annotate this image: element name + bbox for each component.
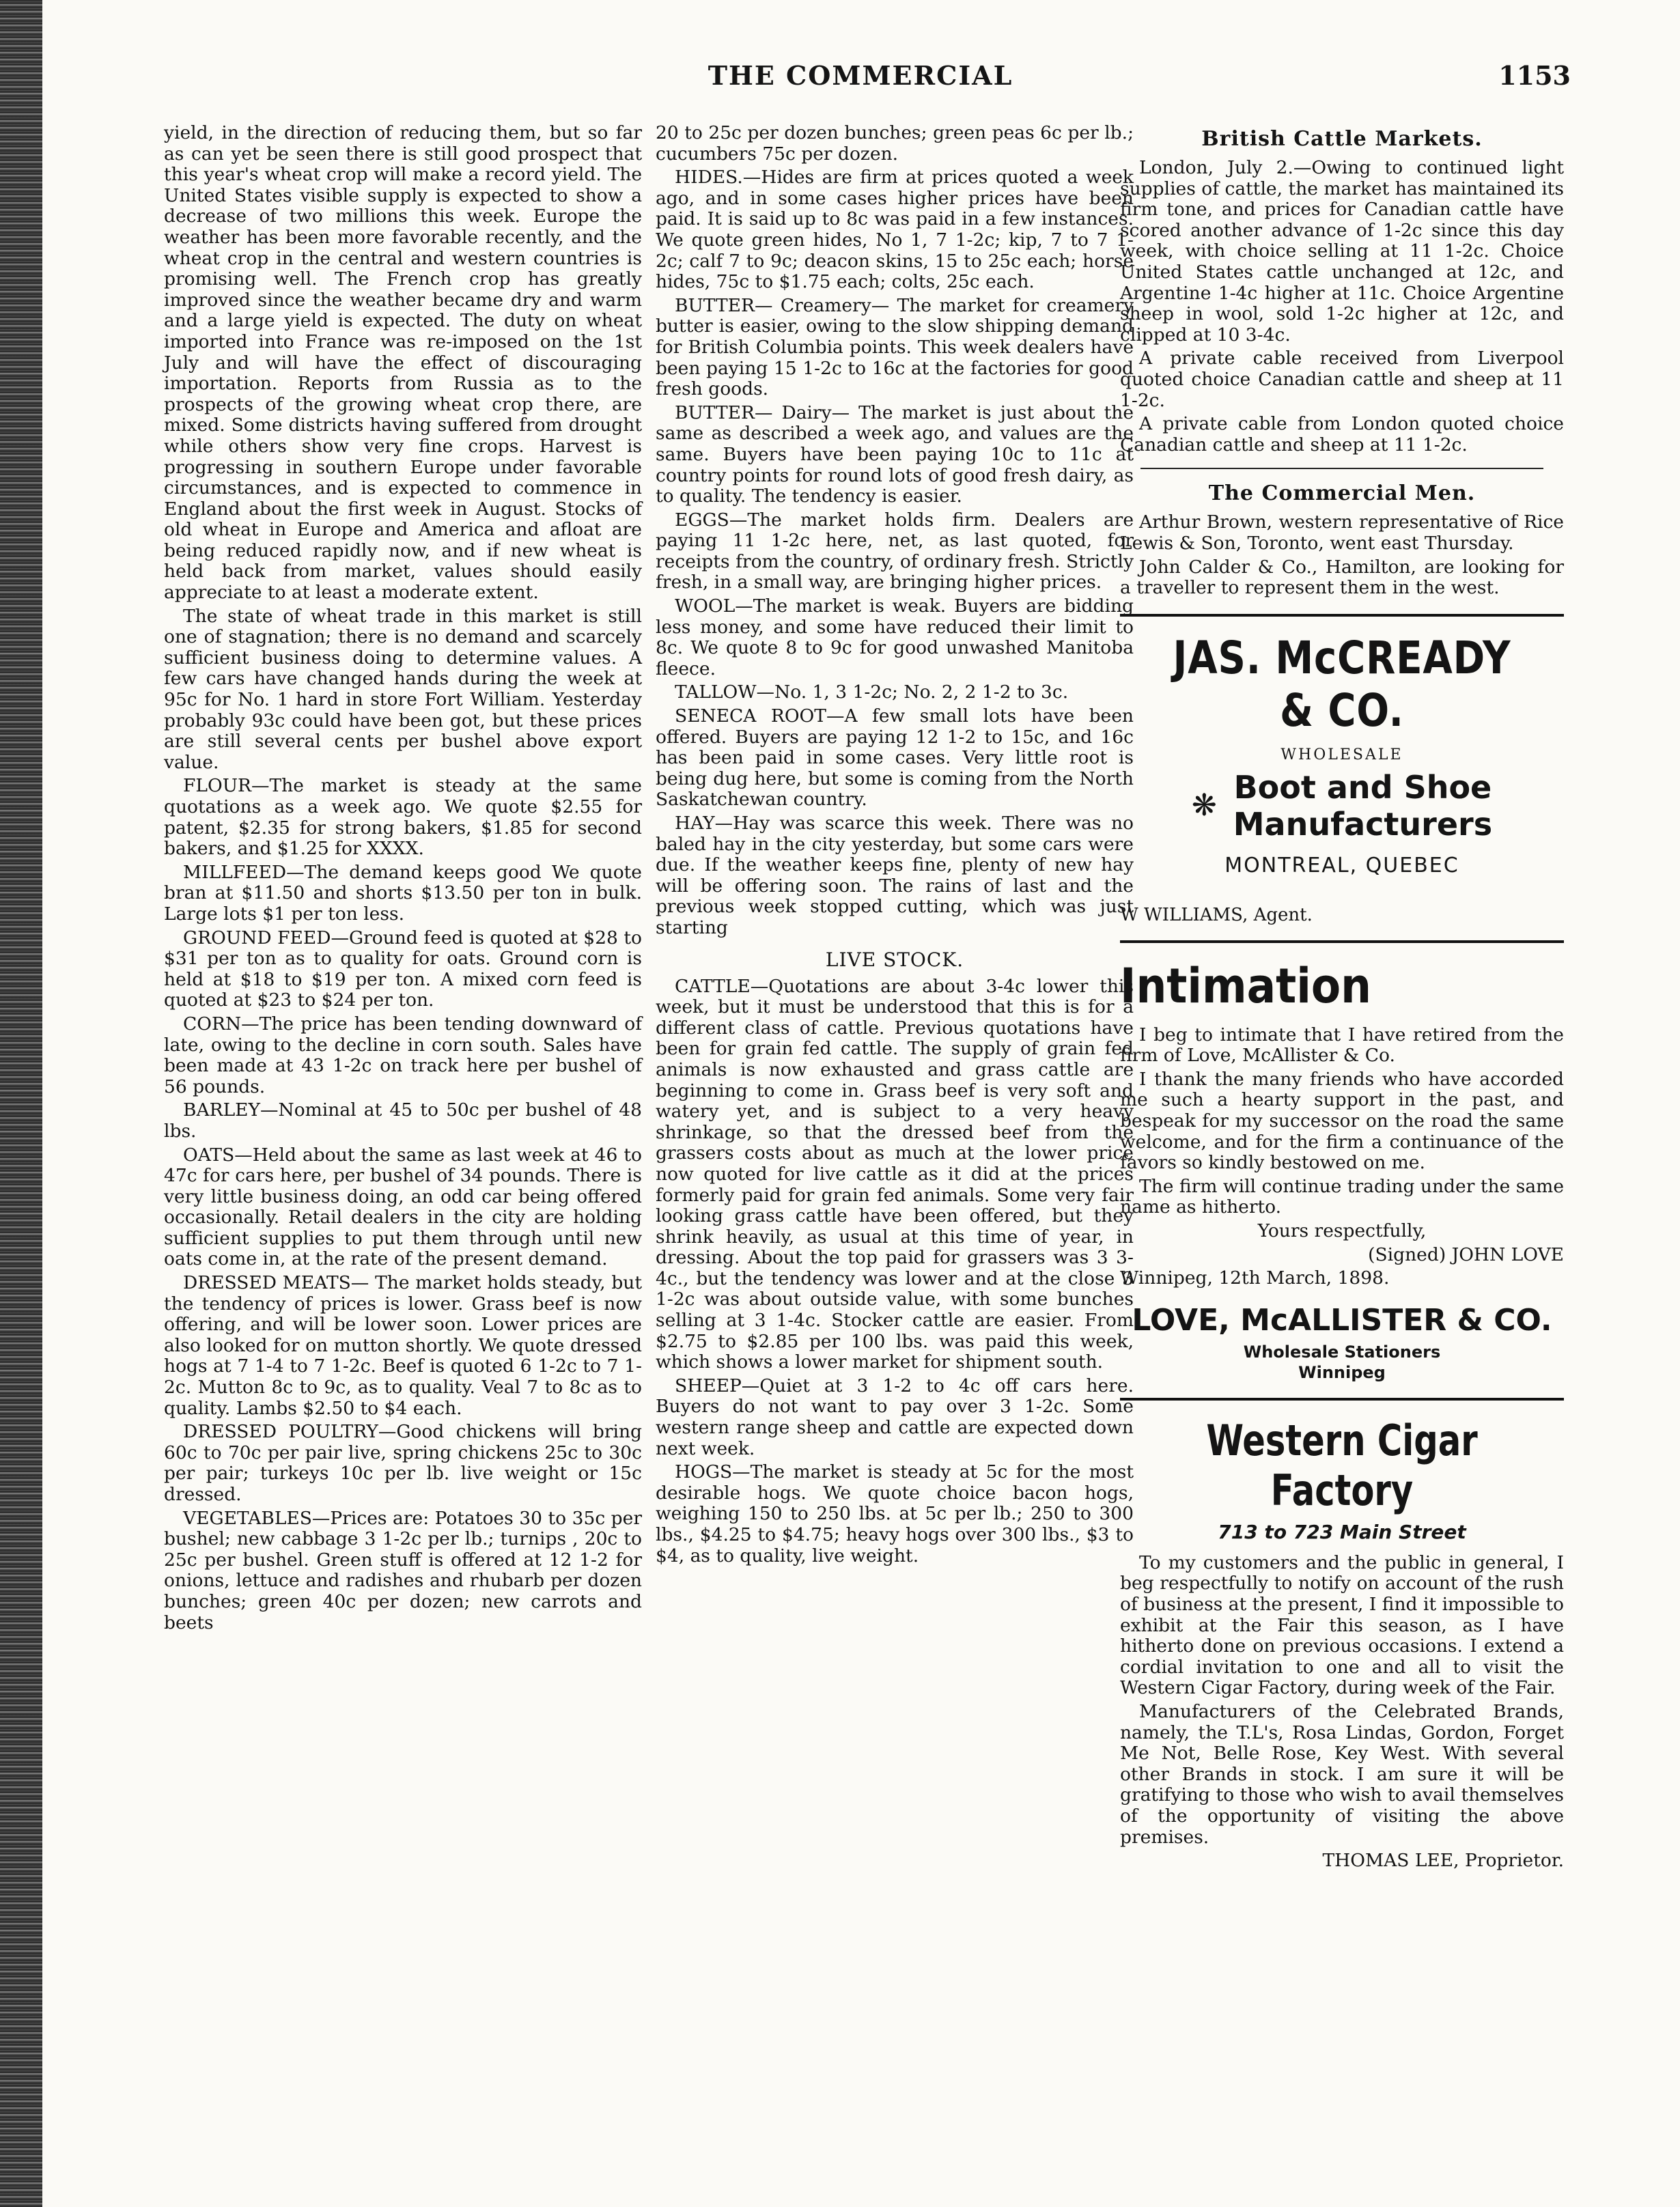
ad-product-line: Manufacturers <box>1233 805 1493 843</box>
advertiser-name: Western Cigar Factory <box>1206 1415 1478 1515</box>
advertisement-western-cigar <box>1120 1416 1564 1872</box>
ad-product <box>1233 769 1492 843</box>
market-item-hides: HIDES.—Hides are firm at prices quoted a week ago, and in some cases higher prices have been paid. It is said up to 8c was paid in a few instances. We quote green hides, No 1, 7 1-2c; kip, 7 to 7 1-2c; calf 7 to 9c; deacon skins, 15 to 25c each; horse hides, 75c to $1.75 each; colts, 25c each. <box>656 167 1134 293</box>
article-paragraph: Arthur Brown, western representative of Rice Lewis & Son, Toronto, went east Thursday. <box>1120 511 1564 554</box>
section-heading-live-stock: LIVE STOCK. <box>825 948 964 971</box>
article-paragraph: The firm will continue trading under the same name as hitherto. <box>1120 1175 1564 1218</box>
page-number: 1153 <box>1498 60 1571 91</box>
market-item-vegetables: VEGETABLES—Prices are: Potatoes 30 to 35c per bushel; new cabbage 3 1-2c per lb.; turnips , 20c to 25c per bushel. Green stuff is offered at 12 1-2 for onions, lettuce and radishes and rhubarb per dozen bunches; green 40c per dozen; new carrots and beets <box>164 1507 642 1633</box>
ad-city: MONTREAL, QUEBEC <box>1224 853 1459 877</box>
article-paragraph: Manufacturers of the Celebrated Brands, namely, the T.L's, Rosa Lindas, Gordon, Forget Me Not, Belle Rose, Key West. With several other Brands in stock. I am sure it will be gratifying to those who wish to avail themselves of the opportunity of visiting the above premises. <box>1120 1700 1564 1848</box>
divider <box>1140 468 1543 469</box>
market-item-sheep: SHEEP—Quiet at 3 1-2 to 4c off cars here. Buyers do not want to pay over 3 1-2c. Some western range sheep and cattle are expected down next week. <box>656 1375 1134 1459</box>
article-paragraph: John Calder & Co., Hamilton, are looking for a traveller to represent them in the west. <box>1120 556 1564 599</box>
article-paragraph: To my customers and the public in general, I beg respectfully to notify on account of the rush of business at the present, I find it impossible to exhibit at the Fair this season, as I have hitherto done on previous occasions. I extend a cordial invitation to one and all to visit the Western Cigar Factory, during week of the Fair. <box>1120 1551 1564 1699</box>
advertisement-mccready <box>1120 632 1564 925</box>
article-paragraph: I thank the many friends who have accorded me such a hearty support in the past, and bespeak for my successor on the road the same welcome, and for the firm a continuance of the favors so kindly bestowed on me. <box>1120 1068 1564 1174</box>
section-heading-british-cattle: British Cattle Markets. <box>1201 127 1483 151</box>
advertisement-intimation <box>1120 958 1564 1289</box>
ad-city: Winnipeg <box>1298 1362 1386 1382</box>
divider <box>1120 1398 1564 1401</box>
advertiser-name: LOVE, McALLISTER & CO. <box>1132 1302 1552 1338</box>
divider <box>1120 940 1564 943</box>
market-item-hogs: HOGS—The market is steady at 5c for the most desirable hogs. We quote choice bacon hogs, weighing 150 to 250 lbs. at 5c per lb.; 250 to 300 lbs., $4.25 to $4.75; heavy hogs over 300 lbs., $3 to $4, as to quality, live weight. <box>656 1461 1134 1566</box>
page-binding-edge <box>0 0 42 2207</box>
advertisement-love-mcallister <box>1120 1303 1564 1383</box>
section-heading-commercial-men: The Commercial Men. <box>1208 481 1476 506</box>
page-header <box>150 60 1571 101</box>
market-item-butter-creamery: BUTTER— Creamery— The market for creamery butter is easier, owing to the slow shipping demand for British Columbia points. This week dealers have been paying 15 1-2c to 16c at the factories for good fresh goods. <box>656 294 1134 400</box>
article-paragraph: A private cable received from Liverpool quoted choice Canadian cattle and sheep at 11 1-2c. <box>1120 348 1564 411</box>
article-paragraph: London, July 2.—Owing to continued light supplies of cattle, the market has maintained its firm tone, and prices for Canadian cattle have scored another advance of 1-2c since this day week, with choice selling at 11 1-2c. Choice United States cattle unchanged at 12c, and Argentine 1-4c higher at 11c. Choice Argentine sheep in wool, sold 1-2c higher at 12c, and clipped at 10 3-4c. <box>1120 157 1564 346</box>
article-paragraph: 20 to 25c per dozen bunches; green peas 6c per lb.; cucumbers 75c per dozen. <box>656 122 1134 165</box>
signature-line: (Signed) JOHN LOVE <box>1368 1243 1564 1265</box>
intimation-heading: Intimation <box>1120 957 1372 1014</box>
advertiser-name: JAS. McCREADY & CO. <box>1173 631 1511 737</box>
dateline: Winnipeg, 12th March, 1898. <box>1120 1267 1390 1289</box>
ad-address: 713 to 723 Main Street <box>1218 1520 1466 1543</box>
ad-product-row <box>1120 769 1564 843</box>
ad-agent: W WILLIAMS, Agent. <box>1120 904 1313 925</box>
market-item-barley: BARLEY—Nominal at 45 to 50c per bushel of 48 lbs. <box>164 1099 642 1142</box>
market-item-millfeed: MILLFEED—The demand keeps good We quote bran at $11.50 and shorts $13.50 per ton in bulk. Large lots $1 per ton less. <box>164 861 642 925</box>
column-1 <box>164 123 642 1636</box>
column-3 <box>1120 123 1564 1874</box>
market-item-seneca-root: SENECA ROOT—A few small lots have been offered. Buyers are paying 12 1-2 to 15c, and 16c has been paid in some cases. Very little root is being dug here, but some is coming from the North Saskatchewan country. <box>656 705 1134 811</box>
article-paragraph: A private cable from London quoted choice Canadian cattle and sheep at 11 1-2c. <box>1120 413 1564 455</box>
market-item-dressed-poultry: DRESSED POULTRY—Good chickens will bring 60c to 70c per pair live, spring chickens 25c to 30c per pair; turkeys 10c per lb. live weight or 15c dressed. <box>164 1421 642 1505</box>
market-item-ground-feed: GROUND FEED—Ground feed is quoted at $28 to $31 per ton as to quality for oats. Ground corn is held at $18 to $19 per ton. A mixed corn feed is quoted at $23 to $24 per ton. <box>164 927 642 1011</box>
market-item-dressed-meats: DRESSED MEATS— The market holds steady, but the tendency of prices is lower. Grass beef is now offering, and will be lower soon. Lower prices are also looked for on mutton shortly. We quote dressed hogs at 7 1-4 to 7 1-2c. Beef is quoted 6 1-2c to 7 1-2c. Mutton 8c to 9c, as to quality. Veal 7 to 8c as to quality. Lambs $2.50 to $4 each. <box>164 1272 642 1419</box>
article-paragraph: yield, in the direction of reducing them, but so far as can yet be seen there is still good prospect that this year's wheat crop will make a record yield. The United States visible supply is expected to show a decrease of two millions this week. Europe the weather has been more favorable recently, and the wheat crop in the central and western countries is promising well. The French crop has greatly improved since the weather became dry and warm and a large yield is expected. The duty on wheat imported into France was re-imposed on the 1st July and will have the effect of discouraging importation. Reports from Russia as to the prospects of the growing wheat crop there, are mixed. Some districts having suffered from drought while others show very fine crops. Harvest is progressing in southern Europe under favorable circumstances, and is expected to commence in England about the first week in August. Stocks of old wheat in Europe and America and afloat are being reduced rapidly now, and if new wheat is held back from market, values should easily appreciate to at least a moderate extent. <box>164 122 642 604</box>
column-2 <box>656 123 1134 1569</box>
proprietor-line: THOMAS LEE, Proprietor. <box>1322 1850 1564 1872</box>
publication-title: THE COMMERCIAL <box>708 60 1013 91</box>
market-item-wool: WOOL—The market is weak. Buyers are bidding less money, and some have reduced their limit to 8c. We quote 8 to 9c for good unwashed Manitoba fleece. <box>656 595 1134 679</box>
market-item-tallow: TALLOW—No. 1, 3 1-2c; No. 2, 2 1-2 to 3c. <box>675 681 1069 703</box>
asterism-ornament-icon: ❋ <box>1191 788 1217 824</box>
market-item-eggs: EGGS—The market holds firm. Dealers are paying 11 1-2c here, net, as last quoted, for receipts from the country, of ordinary fresh. Strictly fresh, in a small way, are bringing higher prices. <box>656 509 1134 593</box>
market-item-oats: OATS—Held about the same as last week at 46 to 47c for cars here, per bushel of 34 pounds. There is very little business doing, an odd car being offered occasionally. Retail dealers in the city are holding sufficient supplies to put them through until new oats come in, at the rate of the present demand. <box>164 1144 642 1270</box>
divider <box>1120 614 1564 617</box>
market-item-butter-dairy: BUTTER— Dairy— The market is just about the same as described a week ago, and values are the same. Buyers have been paying 10c to 11c at country points for round lots of good fresh dairy, as to quality. The tendency is easier. <box>656 402 1134 507</box>
ad-product-line: Boot and Shoe <box>1233 768 1492 806</box>
market-item-flour: FLOUR—The market is steady at the same quotations as a week ago. We quote $2.55 for patent, $2.35 for strong bakers, $1.85 for second bakers, and $1.25 for XXXX. <box>164 775 642 860</box>
market-item-cattle: CATTLE—Quotations are about 3-4c lower this week, but it must be understood that this is for a different class of cattle. Previous quotations have been for grain fed cattle. The supply of grain fed animals is now exhausted and grass cattle are beginning to come in. Grass beef is very soft and watery yet, and is subject to a very heavy shrinkage, so that the dressed beef from the grassers costs about as much at the lower price now quoted for live cattle as it did at the prices formerly paid for grain fed animals. Some very fair looking grass cattle have been offered, but they shrink heavily, as usual at this time of year, in dressing. About the top paid for grassers was 3 3-4c., but the tendency was lower and at the close 3 1-2c was about outside value, with some bunches selling at 3 1-4c. Stocker cattle are easier. From $2.75 to $2.85 per 100 lbs. was paid this week, which shows a lower market for shipment south. <box>656 975 1134 1373</box>
market-item-corn: CORN—The price has been tending downward of late, owing to the decline in corn south. Sales have been made at 43 1-2c on track here per bushel of 56 pounds. <box>164 1013 642 1097</box>
ad-tagline: Wholesale Stationers <box>1243 1342 1441 1362</box>
article-paragraph: The state of wheat trade in this market is still one of stagnation; there is no demand and scarcely sufficient business doing to determine values. A few cars have changed hands during the week at 95c for No. 1 hard in store Fort William. Yesterday probably 93c could have been got, but these prices are still several cents per bushel above export value. <box>164 605 642 773</box>
closing-line: Yours respectfully, <box>1257 1220 1427 1242</box>
market-item-hay: HAY—Hay was scarce this week. There was no baled hay in the city yesterday, but some cars were due. If the weather keeps fine, plenty of new hay will be offering soon. The rains of last and the previous week stopped cutting, which was just starting <box>656 813 1134 938</box>
article-paragraph: I beg to intimate that I have retired from the firm of Love, McAllister & Co. <box>1120 1024 1564 1067</box>
ad-tagline: WHOLESALE <box>1280 746 1403 763</box>
